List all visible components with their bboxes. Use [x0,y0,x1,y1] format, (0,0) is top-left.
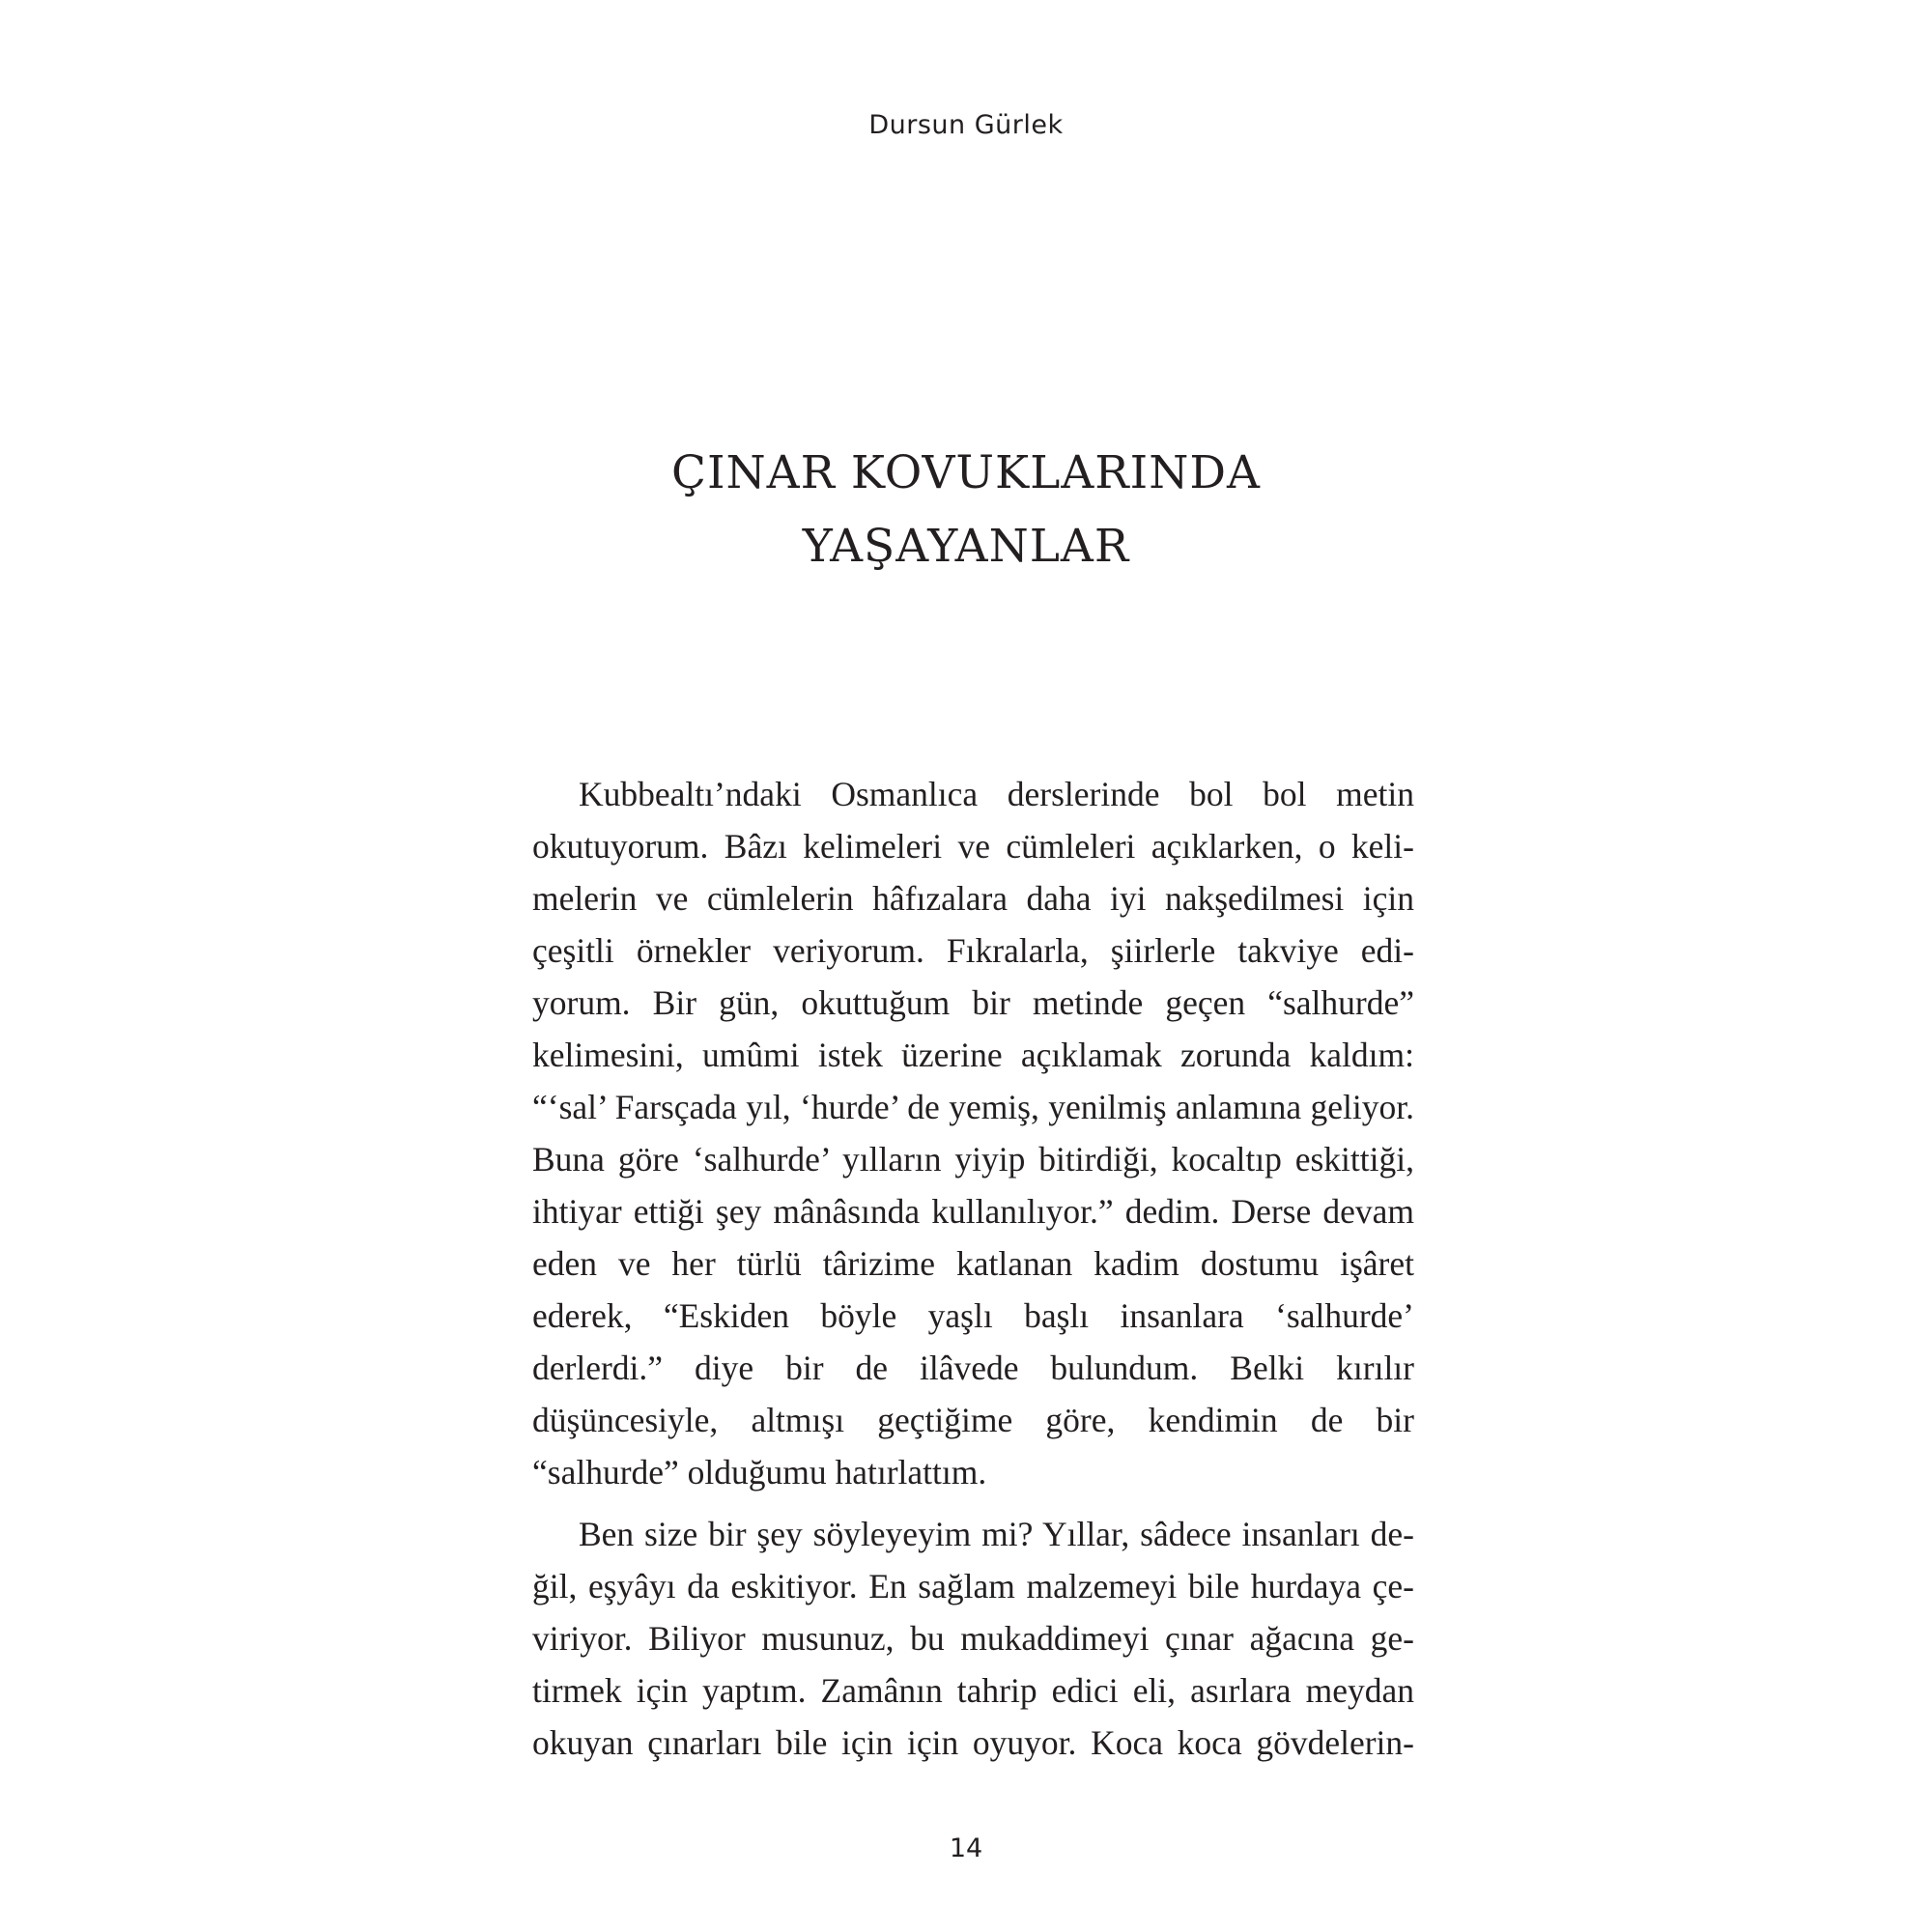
paragraph-2: Ben size bir şey söyleyeyim mi? Yıllar, sâdece insanları değil, eşyâyı da eskitiyor. En sağlam malzemeyi bile hurdaya çeviriyor. Biliyor musunuz, bu mukaddimeyi çınar ağacına getirmek için yaptım. Zamânın tahrip edici eli, asırlara meydan okuyan çınarları bile için için oyuyor. Koca koca gövdelerin- [532,1515,1414,1762]
page-number: 14 [949,1833,983,1863]
body-text [532,768,1414,1769]
paragraph-1: Kubbealtı’ndaki Osmanlıca derslerinde bol bol metin okutuyorum. Bâzı kelimeleri ve cümleleri açıklarken, o kelimelerin ve cümlelerin hâfızalara daha iyi nakşedilmesi için çeşitli örnekler veriyorum. Fıkralarla, şiirlerle takviye ediyorum. Bir gün, okuttuğum bir metinde geçen “salhurde” kelimesini, umûmi istek üzerine açıklamak zorunda kaldım: “‘sal’ Farsçada yıl, ‘hurde’ de yemiş, yenilmiş anlamına geliyor. Buna göre ‘salhurde’ yılların yiyip bitirdiği, kocaltıp eskittiği, ihtiyar ettiği şey mânâsında kullanılıyor.” dedim. Derse devam eden ve her türlü târizime katlanan kadim dostumu işâret ederek, “Eskiden böyle yaşlı başlı insanlara ‘salhurde’ derlerdi.” diye bir de ilâvede bulundum. Belki kırılır düşüncesiyle, altmışı geçtiğime göre, kendimin de bir “salhurde” olduğumu hatırlattım. [532,775,1414,1492]
chapter-title [0,437,1932,583]
running-head-author: Dursun Gürlek [868,110,1064,140]
chapter-title-line-1: ÇINAR KOVUKLARINDA [671,446,1261,499]
chapter-title-line-2: YAŞAYANLAR [802,520,1130,573]
